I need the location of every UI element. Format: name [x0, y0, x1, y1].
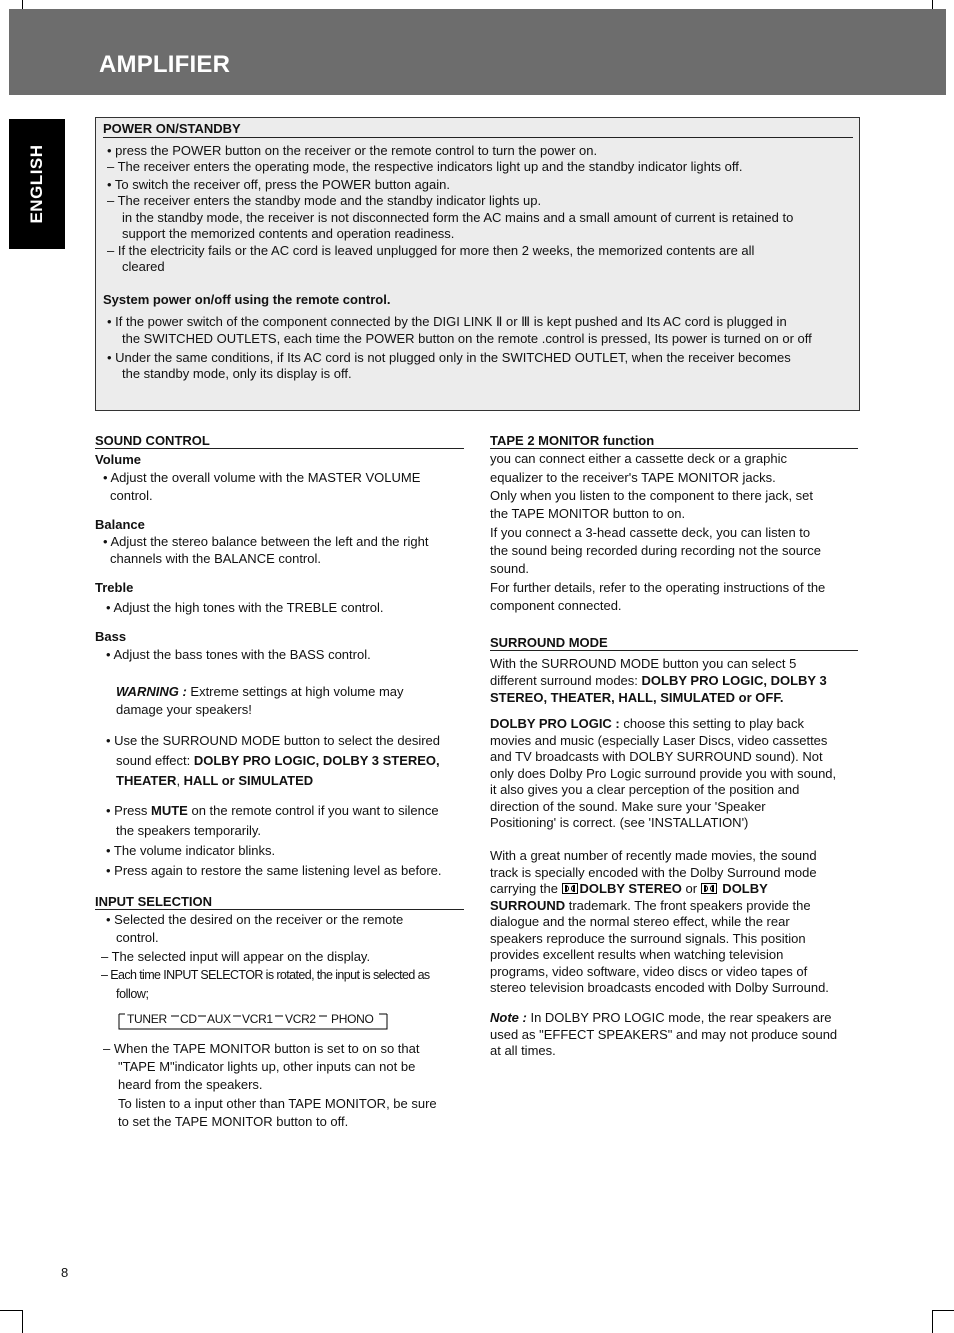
- dolby-surround-mark: SURROUND: [490, 898, 566, 913]
- dolby-surround-text: provides excellent results when watching television: [490, 947, 784, 962]
- dolby-surround-text-part: carrying the: [490, 881, 562, 896]
- note-text-part: In DOLBY PRO LOGIC mode, the rear speakers are: [526, 1010, 832, 1025]
- page-header: [9, 9, 946, 95]
- surround-tip: • Use the SURROUND MODE button to select the desired: [106, 733, 441, 748]
- note-label: Note :: [490, 1010, 527, 1025]
- dolby-surround-text: track is specially encoded with the Dolby Surround mode: [490, 865, 817, 880]
- tape2-text: If you connect a 3-head cassette deck, you can listen to: [490, 525, 811, 540]
- tape2-text: the sound being recorded during recording not the source: [490, 543, 821, 558]
- power-standby-box: [95, 117, 860, 411]
- power-line: cleared: [122, 259, 165, 274]
- bass-heading: Bass: [95, 629, 127, 644]
- surround-tip: [116, 773, 313, 790]
- note-text: at all times.: [490, 1043, 556, 1058]
- surround-tip-modes: HALL or SIMULATED: [183, 773, 314, 788]
- mute-keyword: MUTE: [151, 803, 188, 818]
- treble-text: • Adjust the high tones with the TREBLE control.: [106, 600, 384, 615]
- power-standby-title: POWER ON/STANDBY: [103, 121, 853, 138]
- dolby-surround-text: programs, video software, video discs or video tapes of: [490, 964, 808, 979]
- crop-mark: [0, 1310, 22, 1311]
- input-text: follow;: [116, 987, 149, 1001]
- chain-item-vcr2: VCR2: [285, 1012, 316, 1026]
- pro-logic-text: and TV broadcasts with DOLBY SURROUND sound). Not: [490, 749, 823, 764]
- warning-text-part: Extreme settings at high volume may: [186, 684, 404, 699]
- language-tab-label: ENGLISH: [27, 144, 46, 224]
- dolby-surround-text: [490, 898, 811, 915]
- tape2-text: For further details, refer to the operating instructions of the: [490, 580, 826, 595]
- pro-logic-text-part: choose this setting to play back: [619, 716, 805, 731]
- power-line: • press the POWER button on the receiver or the remote control to turn the power on.: [107, 143, 598, 158]
- remote-power-line: the standby mode, only its display is off.: [122, 366, 352, 381]
- input-text: – The selected input will appear on the display.: [101, 949, 371, 964]
- chain-item-vcr1: VCR1: [242, 1012, 273, 1026]
- warning-text: damage your speakers!: [116, 702, 252, 717]
- tape-monitor-note: – When the TAPE MONITOR button is set to on so that: [103, 1041, 420, 1056]
- bass-text: • Adjust the bass tones with the BASS control.: [106, 647, 371, 662]
- crop-mark: [22, 1310, 23, 1333]
- language-tab: [9, 119, 65, 249]
- blink-text: • The volume indicator blinks.: [106, 843, 276, 858]
- surround-tip-part: ,: [176, 773, 184, 788]
- surround-mode-text-part: different surround modes:: [490, 673, 642, 688]
- restore-text: • Press again to restore the same listening level as before.: [106, 863, 442, 878]
- dolby-logo-icon: [562, 883, 578, 894]
- surround-tip-modes: DOLBY PRO LOGIC, DOLBY 3 STEREO,: [193, 753, 440, 768]
- chain-item-phono: PHONO: [331, 1012, 374, 1026]
- surround-mode-text: With the SURROUND MODE button you can select 5: [490, 656, 797, 671]
- power-line: – The receiver enters the standby mode and the standby indicator lights up.: [107, 193, 542, 208]
- dolby-surround-text: speakers reproduce the surround signals. This position: [490, 931, 806, 946]
- input-text: • Selected the desired on the receiver or the remote: [106, 912, 404, 927]
- surround-mode-text: [490, 673, 827, 690]
- treble-heading: Treble: [95, 580, 134, 595]
- power-line: – If the electricity fails or the AC cord is leaved unplugged for more then 2 weeks, the memorized contents are all: [107, 243, 755, 258]
- chain-item-cd: CD: [180, 1012, 197, 1026]
- input-text: control.: [116, 930, 159, 945]
- pro-logic-text: Positioning' is correct. (see 'INSTALLATION'): [490, 815, 749, 830]
- remote-power-subtitle: System power on/off using the remote control.: [103, 292, 391, 307]
- surround-mode-list: STEREO, THEATER, HALL, SIMULATED or OFF.: [490, 690, 784, 705]
- pro-logic-text: direction of the sound. Make sure your 'Speaker: [490, 799, 766, 814]
- crop-mark: [932, 1310, 954, 1311]
- tape2-monitor-heading: TAPE 2 MONITOR function: [490, 433, 858, 449]
- tape2-text: the TAPE MONITOR button to on.: [490, 506, 686, 521]
- remote-power-line: • Under the same conditions, if Its AC cord is not plugged only in the SWITCHED OUTLET, when the receiver becomes: [107, 350, 791, 365]
- page-number: 8: [61, 1265, 69, 1280]
- tape2-text: you can connect either a cassette deck or a graphic: [490, 451, 788, 466]
- dolby-surround-text-part: trademark. The front speakers provide the: [565, 898, 811, 913]
- sound-control-heading: SOUND CONTROL: [95, 433, 464, 449]
- volume-text: • Adjust the overall volume with the MASTER VOLUME: [103, 470, 421, 485]
- crop-mark: [22, 0, 23, 9]
- crop-mark: [932, 0, 933, 9]
- dolby-surround-text-part: or: [681, 881, 701, 896]
- tape2-text: Only when you listen to the component to there jack, set: [490, 488, 814, 503]
- input-text: – Each time INPUT SELECTOR is rotated, the input is selected as: [101, 968, 430, 982]
- mute-text: [106, 803, 439, 820]
- dolby-surround-text: With a great number of recently made movies, the sound: [490, 848, 817, 863]
- warning-label: WARNING :: [116, 684, 187, 699]
- power-line: – The receiver enters the operating mode, the respective indicators light up and the standby indicator lights off.: [107, 159, 743, 174]
- power-line: support the memorized contents and operation readiness.: [122, 226, 455, 241]
- tape2-text: sound.: [490, 561, 530, 576]
- mute-text-part: on the remote control if you want to silence: [187, 803, 439, 818]
- tape-monitor-note: heard from the speakers.: [118, 1077, 263, 1092]
- dolby-surround-text: dialogue and the normal stereo effect, while the rear: [490, 914, 790, 929]
- tape2-text: component connected.: [490, 598, 622, 613]
- chain-item-tuner: TUNER: [127, 1012, 167, 1026]
- tape-monitor-note: To listen to a input other than TAPE MONITOR, be sure: [118, 1096, 437, 1111]
- page-title: AMPLIFIER: [99, 51, 231, 78]
- balance-text: channels with the BALANCE control.: [110, 551, 321, 566]
- balance-heading: Balance: [95, 517, 145, 532]
- pro-logic-text: [490, 716, 804, 733]
- dolby-logo-icon: [701, 883, 717, 894]
- volume-text: control.: [110, 488, 153, 503]
- mute-text-part: • Press: [106, 803, 152, 818]
- pro-logic-label: DOLBY PRO LOGIC :: [490, 716, 620, 731]
- power-line: • To switch the receiver off, press the POWER button again.: [107, 177, 450, 192]
- remote-power-line: the SWITCHED OUTLETS, each time the POWER button on the remote .control is pressed, Its power is turned on or off: [122, 331, 812, 346]
- surround-mode-list: DOLBY PRO LOGIC, DOLBY 3: [641, 673, 827, 688]
- input-selection-heading: INPUT SELECTION: [95, 894, 464, 910]
- power-line: in the standby mode, the receiver is not disconnected form the AC mains and a small amount of current is retained to: [122, 210, 794, 225]
- note-text: [490, 1010, 832, 1027]
- pro-logic-text: only does Dolby Pro Logic surround provide you with sound,: [490, 766, 837, 781]
- surround-tip-part: sound effect:: [116, 753, 194, 768]
- pro-logic-text: movies and music (especially Laser Discs, video cassettes: [490, 733, 828, 748]
- warning-text: [116, 684, 404, 701]
- surround-tip-modes: THEATER: [116, 773, 177, 788]
- surround-mode-heading: SURROUND MODE: [490, 635, 858, 651]
- tape2-text: equalizer to the receiver's TAPE MONITOR jacks.: [490, 470, 776, 485]
- crop-mark: [932, 1310, 933, 1333]
- tape-monitor-note: "TAPE M"indicator lights up, other inputs can not be: [118, 1059, 416, 1074]
- chain-item-aux: AUX: [207, 1012, 231, 1026]
- mute-text: the speakers temporarily.: [116, 823, 261, 838]
- dolby-surround-mark: DOLBY: [718, 881, 768, 896]
- note-text: used as "EFFECT SPEAKERS" and may not produce sound: [490, 1027, 838, 1042]
- remote-power-line: • If the power switch of the component connected by the DIGI LINK Ⅱ or Ⅲ is kept pushed and Its AC cord is plugged in: [107, 314, 787, 329]
- dolby-surround-text: stereo television broadcasts encoded with Dolby Surround.: [490, 980, 829, 995]
- dolby-surround-text: [490, 881, 768, 898]
- input-chain-diagram: [117, 1010, 389, 1030]
- tape-monitor-note: to set the TAPE MONITOR button to off.: [118, 1114, 349, 1129]
- volume-heading: Volume: [95, 452, 141, 467]
- dolby-stereo-mark: DOLBY STEREO: [579, 881, 682, 896]
- balance-text: • Adjust the stereo balance between the left and the right: [103, 534, 429, 549]
- surround-tip: [116, 753, 440, 770]
- pro-logic-text: it also gives you a clear perception of the position and: [490, 782, 800, 797]
